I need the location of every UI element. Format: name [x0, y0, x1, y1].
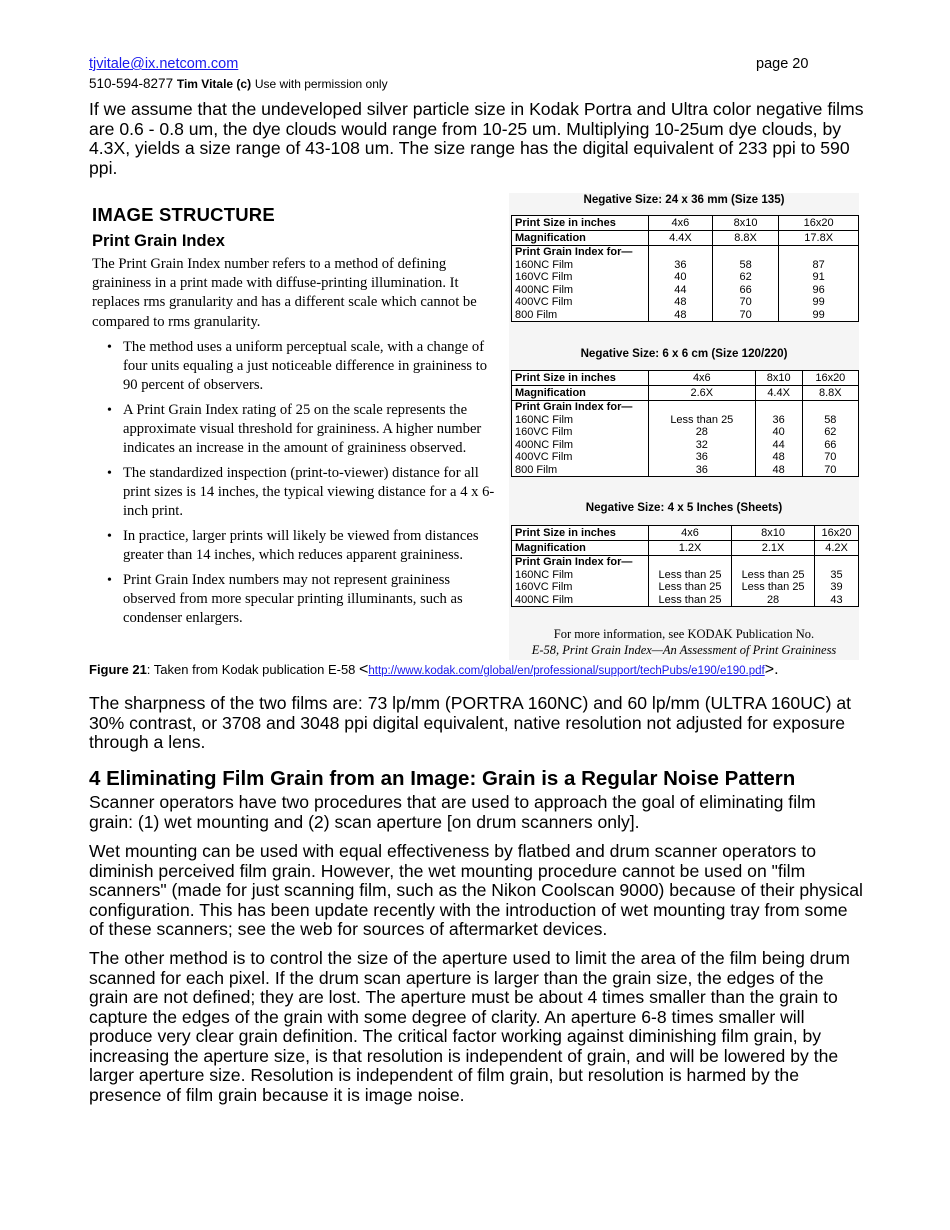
- film-name: 160VC Film: [515, 426, 573, 438]
- value-column: [649, 246, 713, 322]
- magnification-label: Magnification: [512, 541, 649, 556]
- magnification-cell: 8.8X: [802, 386, 858, 401]
- size-cell: 4x6: [649, 371, 756, 386]
- value-cell: 35: [830, 568, 843, 581]
- phone-number: 510-594-8277: [89, 76, 174, 91]
- figure-title: IMAGE STRUCTURE: [92, 204, 275, 225]
- figure-right-panel: [509, 193, 859, 660]
- section-heading: 4 Eliminating Film Grain from an Image: Grain is a Regular Noise Pattern: [89, 767, 796, 790]
- film-list-cell: [512, 401, 649, 477]
- table-title: Negative Size: 6 x 6 cm (Size 120/220): [580, 347, 788, 360]
- value-cell: 58: [739, 258, 752, 271]
- pgi-label: Print Grain Index for—: [515, 401, 633, 413]
- value-cell: 70: [739, 296, 752, 308]
- value-cell: 70: [739, 308, 752, 321]
- kodak-pdf-link[interactable]: http://www.kodak.com/global/en/professional/support/techPubs/e190/e190.pdf: [368, 665, 765, 677]
- film-name: 800 Film: [515, 463, 558, 476]
- film-name: 160VC Film: [515, 581, 573, 593]
- print-size-label: Print Size in inches: [512, 371, 649, 386]
- section-paragraph: The other method is to control the size of the aperture used to limit the area of the film being drum scanned for each pixel. If the drum scan aperture is larger than the grain size, the edges of the grain are not defined; they are lost. The aperture must be about 4 times smaller than the grain to capture the edges of the grain with some degree of clarity. An aperture 6-8 times smaller will produce very clear grain definition. The critical factor working against diminishing film grain, by increasing the aperture size, is that resolution is independent of grain, and will be lowered by the larger aperture size. Resolution is independent of film grain, but resolution is harmed by the presence of film grain because it is image noise.: [89, 948, 850, 1105]
- footnote-line: E-58, Print Grain Index—An Assessment of Print Graininess: [531, 643, 837, 657]
- value-cell: Less than 25: [658, 581, 722, 593]
- caption-text: : Taken from Kodak publication E-58: [146, 662, 360, 677]
- film-name: 400NC Film: [515, 593, 574, 606]
- author-name: Tim Vitale (c): [176, 77, 252, 91]
- figure-footnote: [509, 626, 859, 658]
- author-email-link[interactable]: tjvitale@ix.netcom.com: [89, 56, 239, 72]
- figure-bullet-list: [90, 338, 502, 628]
- figure-caption: Figure 21: Taken from Kodak publication E-58 <http://www.kodak.com/global/en/professional/support/techPubs/e190/e190.pdf>.: [89, 661, 779, 678]
- figure-intro: The Print Grain Index number refers to a method of defining graininess in a print made with diffuse-printing illumination. It replaces rms granularity and has a different scale which cannot be compared to rms granularity.: [92, 256, 477, 330]
- grain-table-120: [511, 370, 859, 477]
- value-cell: 48: [674, 308, 687, 321]
- size-cell: 4x6: [649, 216, 713, 231]
- magnification-cell: 2.6X: [649, 386, 756, 401]
- pgi-label: Print Grain Index for—: [515, 556, 633, 568]
- value-cell: 36: [772, 413, 785, 426]
- size-cell: 8x10: [755, 371, 802, 386]
- value-column: [755, 401, 802, 477]
- value-cell: 70: [824, 451, 837, 463]
- size-cell: 8x10: [712, 216, 778, 231]
- magnification-cell: 8.8X: [712, 231, 778, 246]
- size-cell: 8x10: [732, 526, 815, 541]
- value-cell: 62: [824, 426, 837, 438]
- sharpness-paragraph: The sharpness of the two films are: 73 lp/mm (PORTRA 160NC) and 60 lp/mm (ULTRA 160UC) at 30% contrast, or 3708 and 3048 ppi digital equivalent, native resolution not adjusted for exposure through a lens.: [89, 693, 852, 752]
- magnification-cell: 4.2X: [815, 541, 859, 556]
- value-cell: 40: [772, 426, 785, 438]
- value-cell: 44: [674, 283, 687, 296]
- value-cell: 66: [739, 283, 752, 296]
- value-cell: Less than 25: [658, 593, 722, 606]
- magnification-label: Magnification: [512, 386, 649, 401]
- table-title: Negative Size: 24 x 36 mm (Size 135): [583, 193, 785, 206]
- value-cell: 48: [772, 451, 785, 463]
- value-cell: Less than 25: [658, 568, 722, 581]
- value-column: [649, 401, 756, 477]
- figure-left-panel: [90, 200, 502, 634]
- value-cell: Less than 25: [741, 568, 805, 581]
- value-cell: 96: [812, 283, 825, 296]
- film-name: 400NC Film: [515, 438, 574, 451]
- value-column: [815, 556, 859, 607]
- film-name: 400VC Film: [515, 296, 573, 308]
- magnification-cell: 17.8X: [779, 231, 859, 246]
- section-paragraph: Wet mounting can be used with equal effectiveness by flatbed and drum scanner operators to diminish perceived film grain. However, the wet mounting procedure cannot be used on "film scanners" (made for just scanning film, such as the Nikon Coolscan 9000) because of their physical configuration. This has been update recently with the introduction of wet mounting tray from some of these scanners; see the web for sources of aftermarket devices.: [89, 841, 863, 939]
- value-cell: 39: [830, 581, 843, 593]
- value-cell: 43: [830, 593, 843, 606]
- intro-paragraph: If we assume that the undeveloped silver particle size in Kodak Portra and Ultra color negative films are 0.6 - 0.8 um, the dye clouds would range from 10-25 um. Multiplying 10-25um dye clouds, by 4.3X, yields a size range of 43-108 um. The size range has the digital equivalent of 233 ppi to 590 ppi.: [89, 99, 864, 178]
- film-name: 160NC Film: [515, 258, 574, 271]
- value-cell: 99: [812, 296, 825, 308]
- bullet-item: • In practice, larger prints will likely be viewed from distances greater than 14 inches, which reduces apparent graininess.: [90, 527, 502, 565]
- footnote-line: For more information, see KODAK Publication No.: [553, 627, 815, 641]
- magnification-cell: 2.1X: [732, 541, 815, 556]
- value-cell: 40: [674, 271, 687, 283]
- section-paragraph: Scanner operators have two procedures that are used to approach the goal of eliminating film grain: (1) wet mounting and (2) scan aperture [on drum scanners only].: [89, 792, 816, 832]
- value-cell: 48: [674, 296, 687, 308]
- bullet-item: • A Print Grain Index rating of 25 on the scale represents the approximate visual threshold for graininess. A higher number indicates an increase in the amount of graininess observed.: [90, 401, 502, 458]
- magnification-label: Magnification: [512, 231, 649, 246]
- grain-table-4x5: [511, 525, 859, 607]
- pgi-label: Print Grain Index for—: [515, 246, 633, 258]
- value-cell: 99: [812, 308, 825, 321]
- value-cell: Less than 25: [670, 413, 734, 426]
- value-cell: 58: [824, 413, 837, 426]
- value-cell: 28: [695, 426, 708, 438]
- film-name: 160NC Film: [515, 568, 574, 581]
- value-column: [802, 401, 858, 477]
- film-name: 400VC Film: [515, 451, 573, 463]
- value-cell: 91: [812, 271, 825, 283]
- bullet-item: • The standardized inspection (print-to-viewer) distance for all print sizes is 14 inches, the typical viewing distance for a 4 x 6-inch print.: [90, 464, 502, 521]
- grain-table-135: [511, 215, 859, 322]
- value-cell: 36: [695, 451, 708, 463]
- size-cell: 4x6: [649, 526, 732, 541]
- film-name: 400NC Film: [515, 283, 574, 296]
- header-contact-line: [89, 76, 388, 91]
- caption-label: Figure 21: [89, 662, 147, 677]
- magnification-cell: 4.4X: [649, 231, 713, 246]
- value-cell: 66: [824, 438, 837, 451]
- value-cell: 62: [739, 271, 752, 283]
- size-cell: 16x20: [779, 216, 859, 231]
- value-column: [732, 556, 815, 607]
- print-size-label: Print Size in inches: [512, 216, 649, 231]
- value-cell: 44: [772, 438, 785, 451]
- value-column: [649, 556, 732, 607]
- permission-note: Use with permission only: [254, 77, 388, 91]
- figure-subtitle: Print Grain Index: [92, 232, 225, 250]
- bullet-item: • The method uses a uniform perceptual scale, with a change of four units equaling a just noticeable difference in graininess to 90 percent of observers.: [90, 338, 502, 395]
- value-column: [779, 246, 859, 322]
- value-cell: 32: [695, 438, 708, 451]
- value-cell: 28: [766, 593, 780, 606]
- film-name: 160NC Film: [515, 413, 574, 426]
- film-list-cell: [512, 246, 649, 322]
- value-cell: 36: [695, 463, 708, 476]
- magnification-cell: 1.2X: [649, 541, 732, 556]
- table-title: Negative Size: 4 x 5 Inches (Sheets): [585, 501, 783, 514]
- size-cell: 16x20: [815, 526, 859, 541]
- value-cell: 48: [772, 463, 785, 476]
- page-number: page 20: [756, 56, 809, 72]
- value-cell: 36: [674, 258, 687, 271]
- bullet-item: • Print Grain Index numbers may not represent graininess observed from more specular printing illuminants, such as condenser enlargers.: [90, 571, 502, 628]
- value-cell: 87: [812, 258, 825, 271]
- film-name: 800 Film: [515, 308, 558, 321]
- value-column: [712, 246, 778, 322]
- magnification-cell: 4.4X: [755, 386, 802, 401]
- film-name: 160VC Film: [515, 271, 573, 283]
- size-cell: 16x20: [802, 371, 858, 386]
- value-cell: 70: [824, 463, 837, 476]
- film-list-cell: [512, 556, 649, 607]
- value-cell: Less than 25: [741, 581, 805, 593]
- print-size-label: Print Size in inches: [512, 526, 649, 541]
